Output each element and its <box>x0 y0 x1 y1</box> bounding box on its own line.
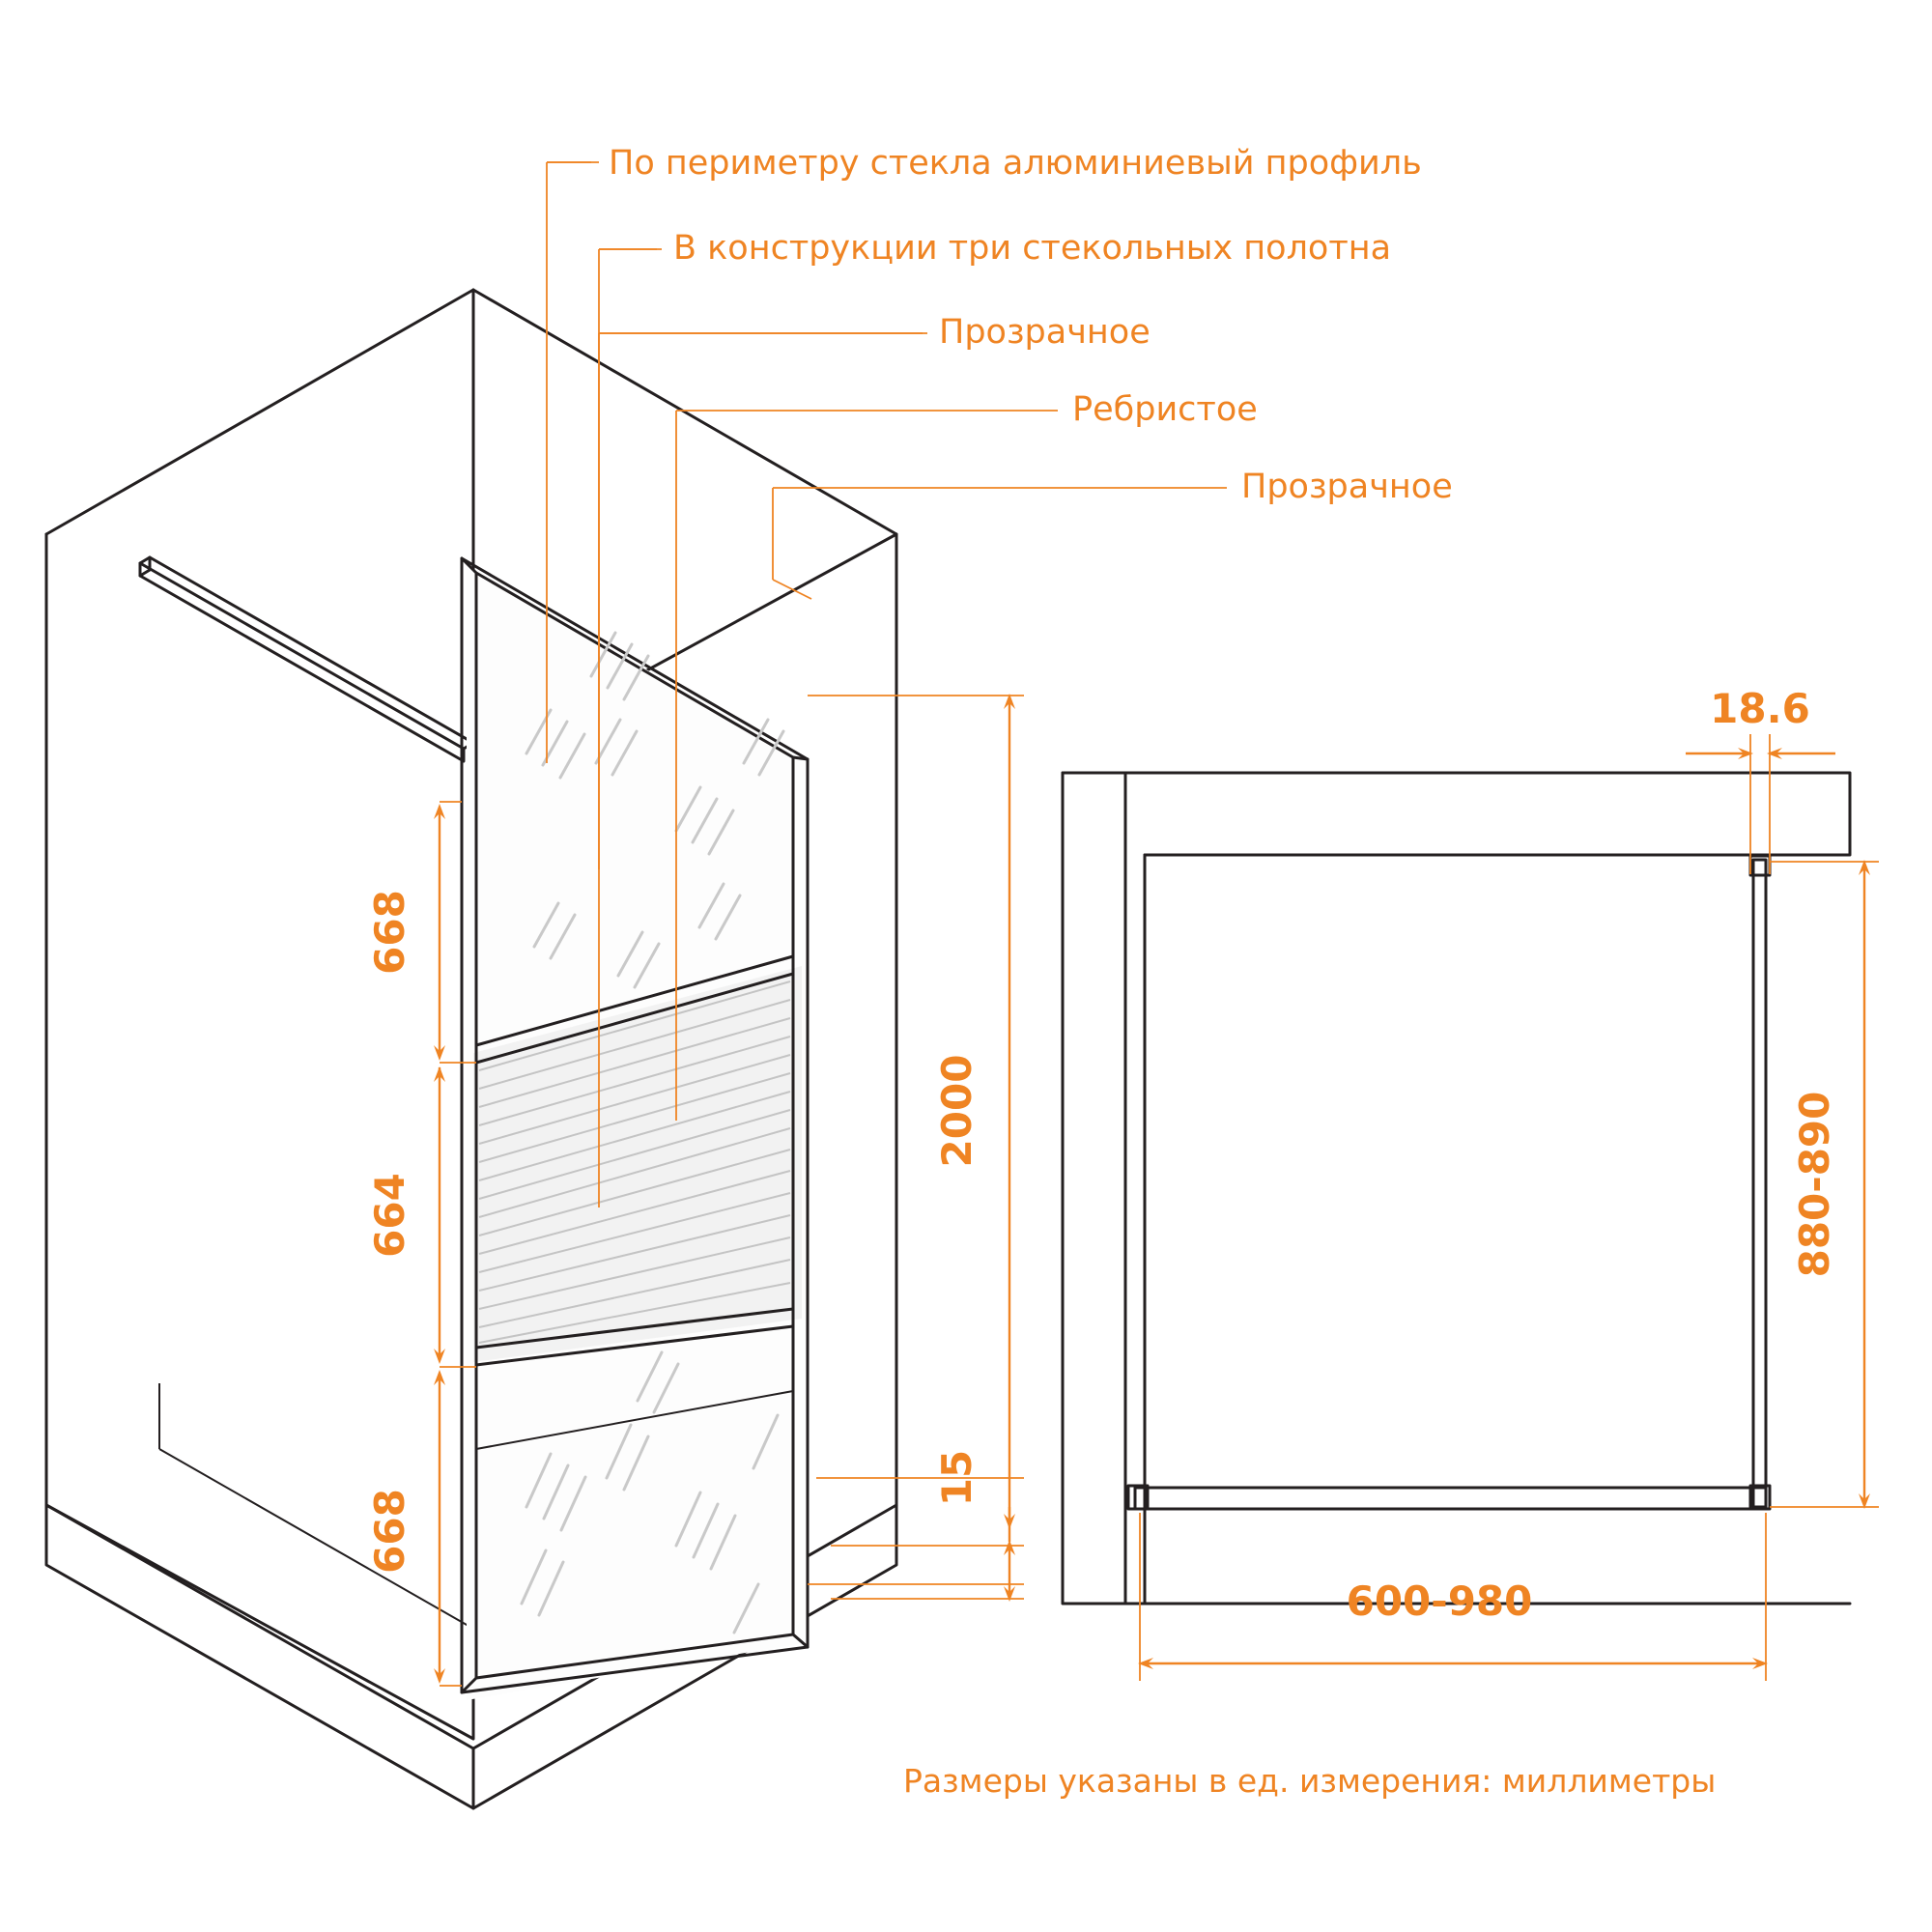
dim-bar-length: 880-890 <box>1791 1091 1838 1278</box>
dim-profile-thickness: 18.6 <box>1710 685 1810 732</box>
dim-middle-pane-height: 664 <box>366 1173 413 1258</box>
callout-perimeter-profile: По периметру стекла алюминиевый профиль <box>609 144 1422 183</box>
callout-ribbed: Ребристое <box>1072 390 1258 429</box>
dim-bottom-pane-height: 668 <box>366 1489 413 1574</box>
dim-base-height: 15 <box>933 1449 980 1507</box>
callout-clear-top: Прозрачное <box>939 313 1151 352</box>
dim-total-height: 2000 <box>933 1054 980 1168</box>
callout-three-panes: В конструкции три стекольных полотна <box>673 229 1392 268</box>
dim-top-pane-height: 668 <box>366 890 413 975</box>
dim-width-range: 600-980 <box>1346 1577 1533 1625</box>
callout-clear-bottom: Прозрачное <box>1241 468 1453 506</box>
units-note: Размеры указаны в ед. измерения: миллиметры <box>903 1762 1717 1800</box>
